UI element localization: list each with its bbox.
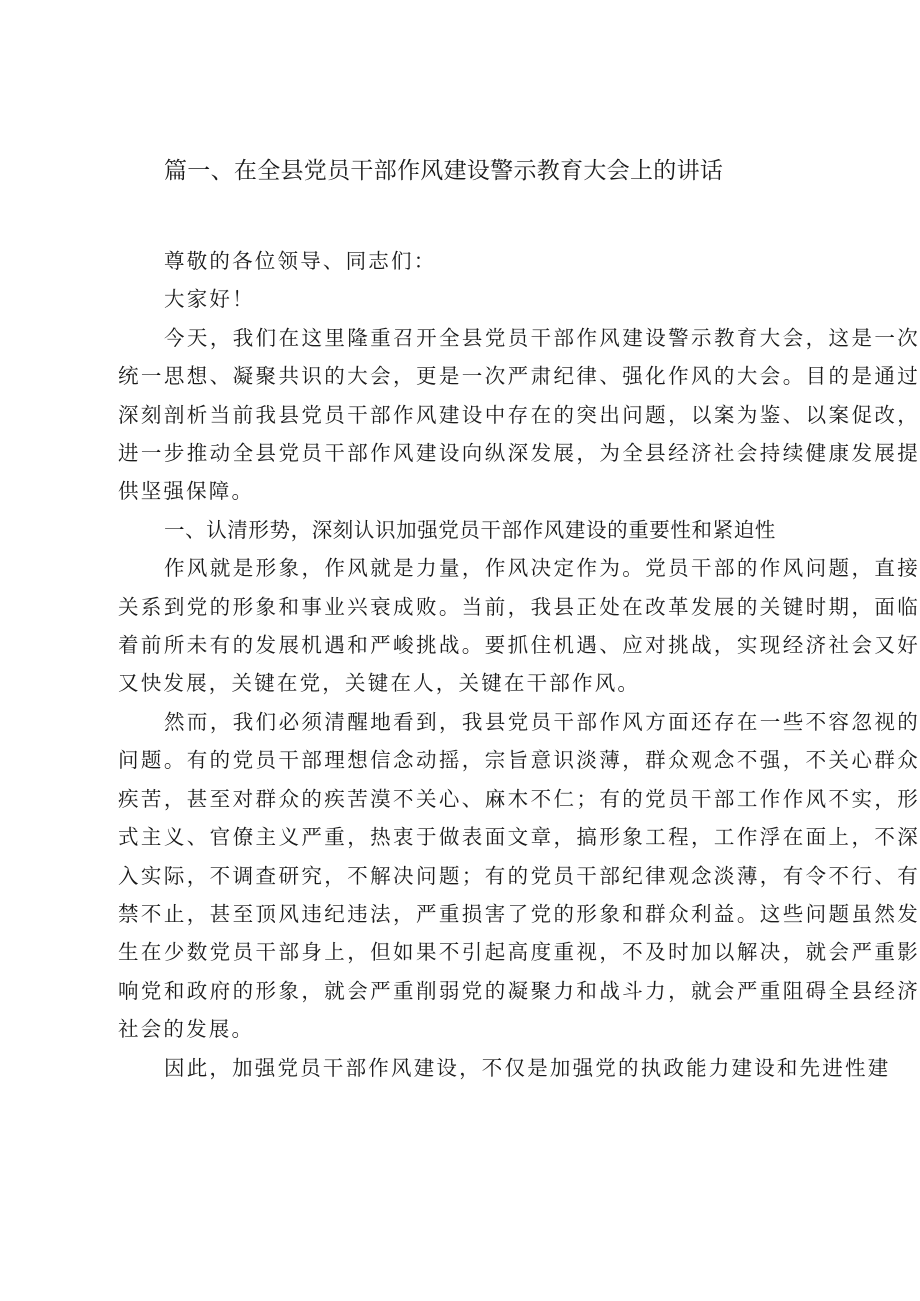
greeting: 大家好！ (164, 287, 255, 312)
paragraph-therefore: 因此，加强党员干部作风建设，不仅是加强党的执政能力建设和先进性建 (164, 1055, 891, 1080)
document-title: 篇一、在全县党员干部作风建设警示教育大会上的讲话 (164, 158, 724, 184)
salutation: 尊敬的各位领导、同志们： (164, 249, 437, 273)
paragraph-intro: 今天，我们在这里隆重召开全县党员干部作风建设警示教育大会，这是一次统一思想、凝聚共识的大会，更是一次严肃纪律、强化作风的大会。目的是通过深刻剖析当前我县党员干部作风建设中存在的突出问题，以案为鉴、以案促改，进一步推动全县党员干部作风建设向纵深发展，为全县经济社会持续健康发展提供坚强保障。 (118, 325, 920, 504)
section-heading-1: 一、认清形势，深刻认识加强党员干部作风建设的重要性和紧迫性 (164, 517, 776, 542)
paragraph-style-importance: 作风就是形象，作风就是力量，作风决定作为。党员干部的作风问题，直接关系到党的形象和事业兴衰成败。当前，我县正处在改革发展的关键时期，面临着前所未有的发展机遇和严峻挑战。要抓住机遇、应对挑战，实现经济社会又好又快发展，关键在党，关键在人，关键在干部作风。 (118, 556, 920, 696)
paragraph-problems: 然而，我们必须清醒地看到，我县党员干部作风方面还存在一些不容忽视的问题。有的党员干部理想信念动摇，宗旨意识淡薄，群众观念不强，不关心群众疾苦，甚至对群众的疾苦漠不关心、麻木不仁；有的党员干部工作作风不实，形式主义、官僚主义严重，热衷于做表面文章，搞形象工程，工作浮在面上，不深入实际，不调查研究，不解决问题；有的党员干部纪律观念淡薄，有令不行、有禁不止，甚至顶风违纪违法，严重损害了党的形象和群众利益。这些问题虽然发生在少数党员干部身上，但如果不引起高度重视，不及时加以解决，就会严重影响党和政府的形象，就会严重削弱党的凝聚力和战斗力，就会严重阻碍全县经济社会的发展。 (118, 709, 920, 1042)
document-body (118, 242, 920, 1087)
